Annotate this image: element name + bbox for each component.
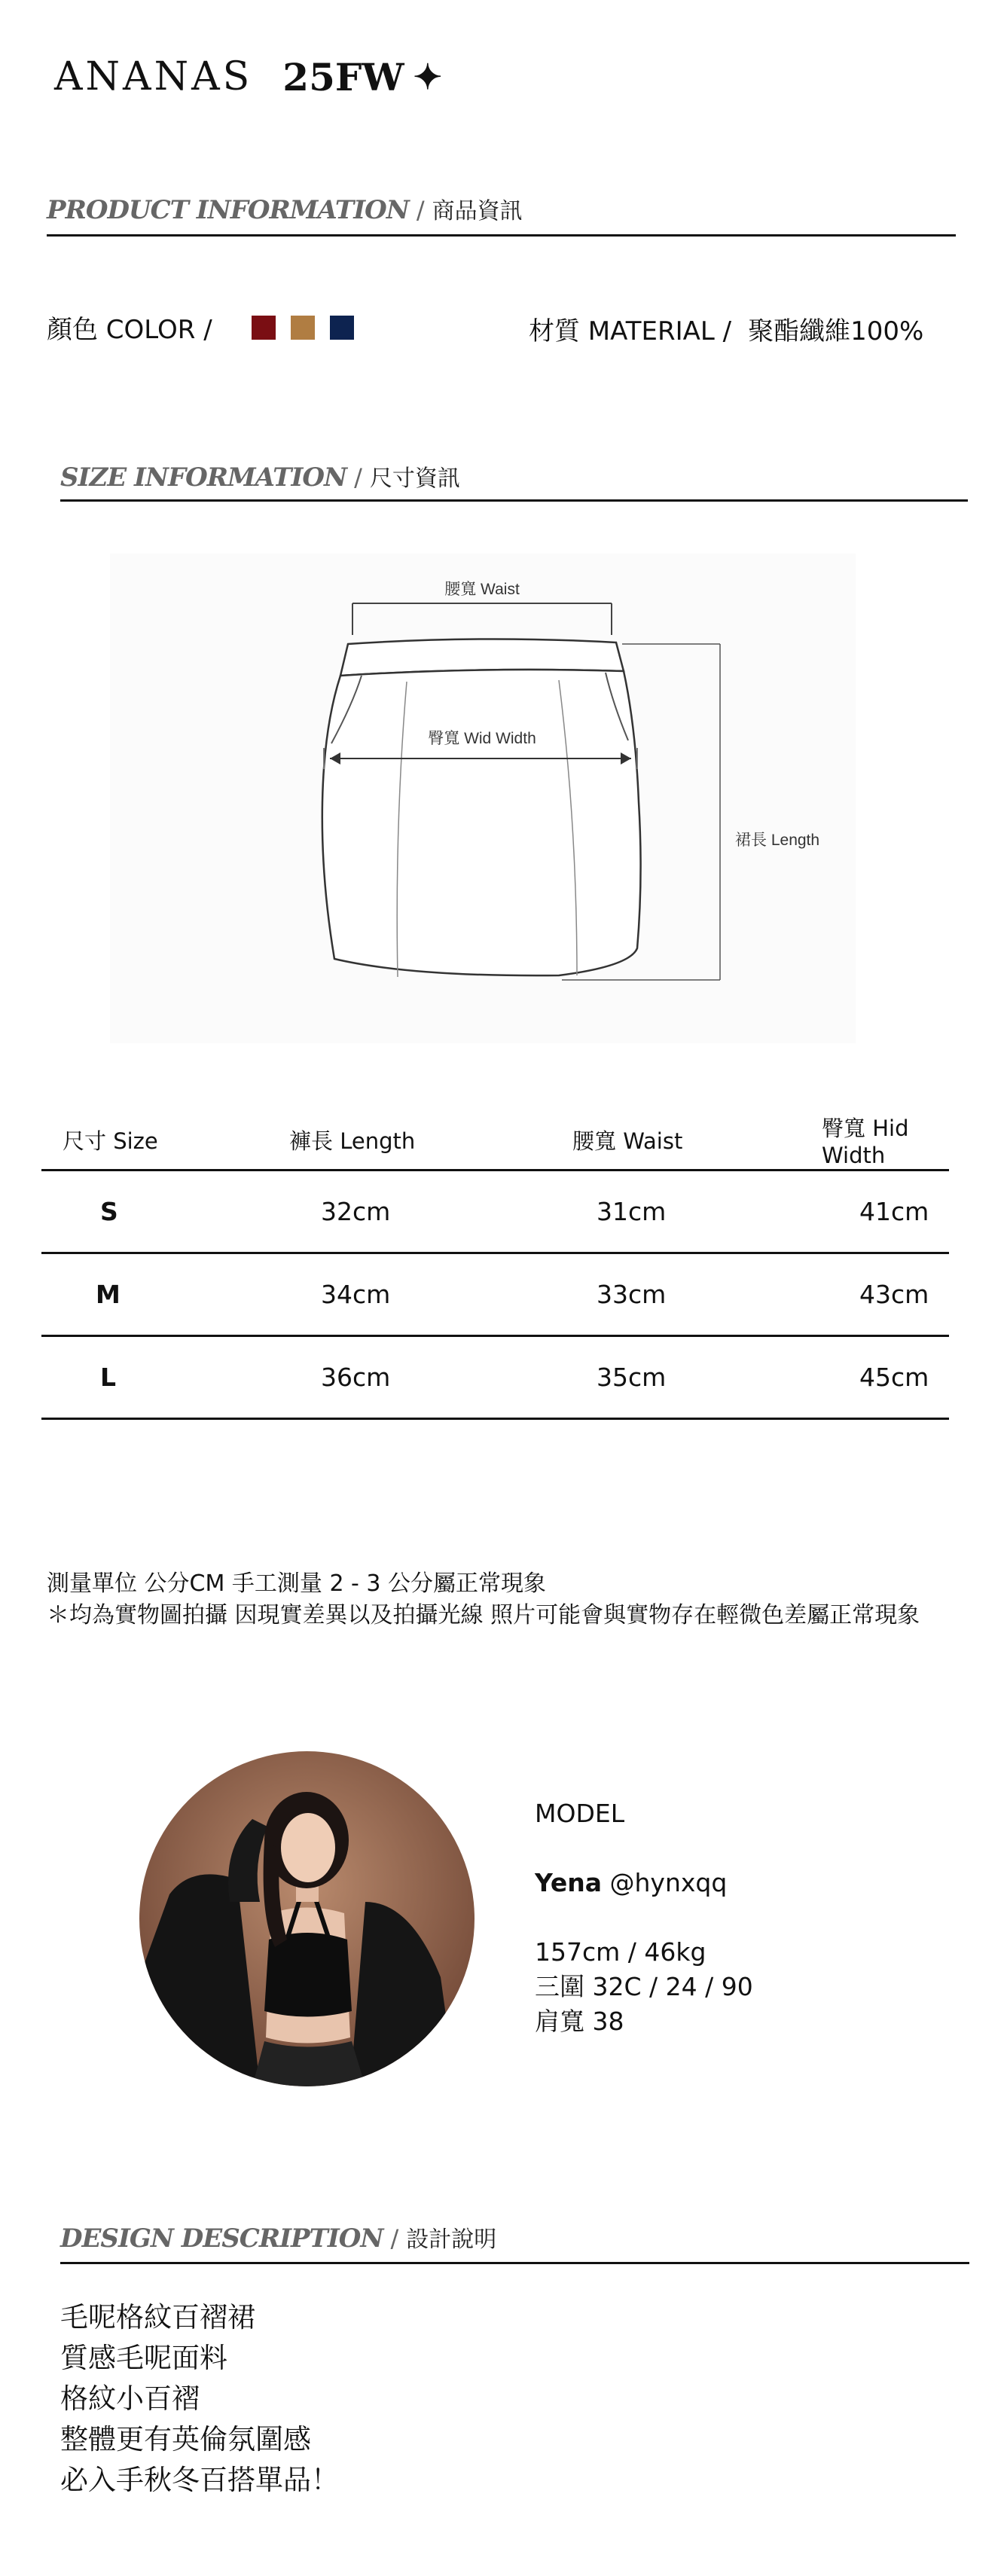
model-info [535, 1796, 753, 2039]
waist-cell: 31cm [520, 1170, 792, 1253]
model-handle[interactable]: @hynxqq [609, 1868, 728, 1897]
table-row [41, 1170, 949, 1253]
color-swatch-navy[interactable] [330, 316, 354, 340]
size-info-heading [60, 459, 460, 493]
waist-label: 腰寬 Waist [444, 581, 520, 598]
design-line: 毛呢格紋百褶裙 [60, 2301, 255, 2333]
length-cell: 32cm [244, 1170, 520, 1253]
waist-cell: 35cm [520, 1336, 792, 1419]
color-row [47, 309, 369, 346]
design-line: 質感毛呢面料 [60, 2342, 227, 2374]
design-description [60, 2297, 339, 2501]
size-table-wrapper [41, 1111, 949, 1420]
model-shoulder: 肩寬 38 [535, 2007, 624, 2036]
brand-season [282, 55, 442, 99]
design-heading [60, 2220, 496, 2254]
color-swatch-red[interactable] [252, 316, 276, 340]
size-cell: M [41, 1253, 244, 1336]
header-size: 尺寸 Size [41, 1111, 244, 1170]
hip-cell: 43cm [792, 1253, 949, 1336]
brand-name: ANANAS [54, 54, 253, 99]
waist-cell: 33cm [520, 1253, 792, 1336]
hip-cell: 45cm [792, 1336, 949, 1419]
color-swatch-camel[interactable] [291, 316, 315, 340]
length-cell: 36cm [244, 1336, 520, 1419]
material-value: 聚酯纖維100% [748, 316, 924, 346]
section-title-en: PRODUCT INFORMATION [47, 195, 409, 225]
section-title-zh: 尺寸資訊 [369, 465, 460, 492]
brand-header [54, 54, 442, 99]
hip-cell: 41cm [792, 1170, 949, 1253]
size-table [41, 1111, 949, 1420]
design-line: 必入手秋冬百搭單品！ [60, 2464, 339, 2496]
section-divider [60, 499, 968, 502]
model-label: MODEL [535, 1799, 625, 1828]
skirt-diagram-svg [110, 554, 856, 1043]
model-name-line [535, 1866, 753, 1900]
hip-label: 臀寬 Wid Width [428, 730, 536, 747]
note-line: ＊均為實物圖拍攝 因現實差異以及拍攝光線 照片可能會與實物存在輕微色差屬正常現象 [47, 1602, 920, 1628]
note-line: 測量單位 公分CM 手工測量 2 - 3 公分屬正常現象 [47, 1570, 547, 1597]
section-title-en: SIZE INFORMATION [60, 462, 347, 493]
length-label: 裙長 Length [735, 832, 820, 849]
section-title-zh: 設計說明 [406, 2227, 497, 2253]
section-title-zh: 商品資訊 [432, 198, 523, 224]
model-photo [139, 1751, 475, 2086]
model-name: Yena [535, 1868, 603, 1897]
length-cell: 34cm [244, 1253, 520, 1336]
table-row [41, 1336, 949, 1419]
size-table-header [41, 1111, 949, 1170]
model-measurements: 三圍 32C / 24 / 90 [535, 1972, 753, 2001]
model-height-weight: 157cm / 46kg [535, 1937, 706, 1967]
product-info-heading [47, 192, 523, 225]
section-slash: / [390, 2224, 399, 2253]
header-hip: 臀寬 Hid Width [792, 1111, 949, 1170]
skirt-diagram [110, 554, 856, 1043]
header-length: 褲長 Length [244, 1111, 520, 1170]
size-cell: L [41, 1336, 244, 1419]
design-line: 整體更有英倫氛圍感 [60, 2423, 311, 2455]
design-line: 格紋小百褶 [60, 2382, 200, 2415]
header-waist: 腰寬 Waist [520, 1111, 792, 1170]
measurement-notes [47, 1568, 981, 1631]
section-slash: / [354, 463, 362, 492]
table-row [41, 1253, 949, 1336]
material-label: 材質 MATERIAL / [529, 316, 732, 346]
size-cell: S [41, 1170, 244, 1253]
material-row [529, 310, 923, 347]
color-label: 顏色 COLOR / [47, 315, 212, 345]
model-photo-illustration [139, 1751, 475, 2086]
section-title-en: DESIGN DESCRIPTION [60, 2223, 383, 2254]
section-slash: / [416, 196, 425, 224]
sparkle-icon: ✦ [413, 56, 443, 97]
section-divider [60, 2262, 969, 2264]
section-divider [47, 234, 956, 237]
season-label: 25FW [282, 54, 404, 99]
skirt-body [322, 670, 641, 975]
